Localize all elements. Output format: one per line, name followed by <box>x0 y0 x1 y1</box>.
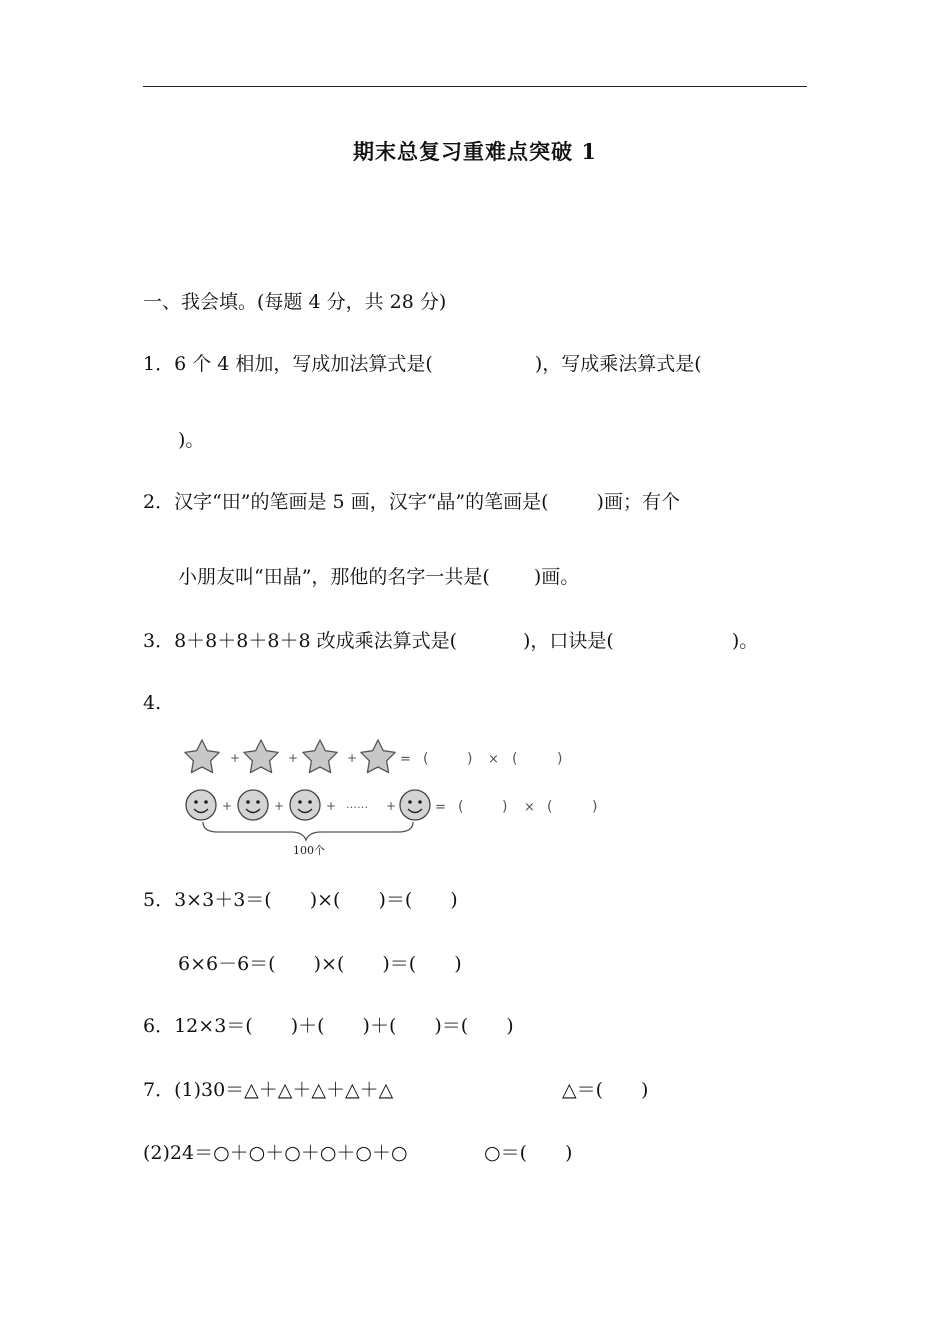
question-text: 12×3＝( <box>174 1015 253 1037</box>
question-7-part-2 <box>143 1139 408 1167</box>
plus-sign: + <box>230 751 241 765</box>
question-text: )＝( <box>434 1015 469 1037</box>
question-text: (2)24＝○＋○＋○＋○＋○＋○ <box>143 1142 408 1164</box>
paren-open: ( <box>458 799 464 815</box>
star-icon <box>244 740 278 773</box>
question-text: 6×6－6＝( <box>178 953 276 975</box>
question-5-line-2 <box>178 950 462 978</box>
question-text: )，口诀是( <box>523 630 614 652</box>
question-7-part-1-answer <box>562 1076 648 1104</box>
times-sign: × <box>524 800 535 815</box>
question-text: )。 <box>731 630 759 652</box>
question-text: 3×3＋3＝( <box>174 889 272 911</box>
plus-sign: + <box>274 799 285 813</box>
plus-sign: + <box>288 751 299 765</box>
paren-open: ( <box>547 799 553 815</box>
question-text: )＋( <box>290 1015 325 1037</box>
smiley-face-icon <box>400 790 430 820</box>
question-text: )画；有个 <box>596 491 680 513</box>
question-text: 汉字“田”的笔画是 5 画，汉字“晶”的笔画是( <box>174 491 549 513</box>
plus-sign: + <box>347 751 358 765</box>
question-text: )×( <box>309 889 341 911</box>
question-text: )画。 <box>533 566 580 588</box>
smiley-face-icon <box>186 790 216 820</box>
question-6 <box>143 1012 514 1040</box>
paren-close: ) <box>557 751 563 767</box>
smiley-face-icon <box>238 790 268 820</box>
question-text: ) <box>454 953 462 975</box>
question-4-figure <box>183 730 603 860</box>
question-4-number: 4. <box>143 692 162 714</box>
question-text: 小朋友叫“田晶”，那他的名字一共是( <box>178 566 490 588</box>
question-3 <box>143 627 758 655</box>
header-rule <box>143 86 807 87</box>
question-number: 5． <box>143 889 175 911</box>
question-text: )，写成乘法算式是( <box>534 353 702 375</box>
question-text: )×( <box>313 953 345 975</box>
question-5-line-1 <box>143 886 458 914</box>
question-text: 6 个 4 相加，写成加法算式是( <box>174 353 433 375</box>
question-text: )＋( <box>362 1015 397 1037</box>
paren-close: ) <box>467 751 473 767</box>
question-text: ) <box>565 1142 573 1164</box>
question-text: △＝( <box>562 1079 604 1101</box>
question-text: ) <box>450 889 458 911</box>
count-label: 100个 <box>293 844 325 857</box>
smiley-face-icon <box>290 790 320 820</box>
paren-close: ) <box>592 799 598 815</box>
paren-close: ) <box>502 799 508 815</box>
paren-open: ( <box>423 751 429 767</box>
question-7-part-2-answer <box>484 1139 572 1167</box>
question-1-line-2 <box>178 426 204 454</box>
section-heading: 一、我会填。(每题 4 分，共 28 分) <box>143 291 447 313</box>
equals-sign: = <box>435 800 446 815</box>
question-7-part-1 <box>143 1076 393 1104</box>
equals-sign: = <box>400 752 411 767</box>
question-text: )。 <box>178 429 205 451</box>
question-2-line-2 <box>178 563 579 591</box>
times-sign: × <box>488 752 499 767</box>
question-text: ) <box>641 1079 649 1101</box>
plus-sign: + <box>386 799 397 813</box>
question-number: 1． <box>143 353 175 375</box>
question-text: )＝( <box>382 953 417 975</box>
question-text: (1)30＝△＋△＋△＋△＋△ <box>174 1079 394 1101</box>
question-number: 6． <box>143 1015 175 1037</box>
plus-sign: + <box>222 799 233 813</box>
question-2-line-1 <box>143 488 680 516</box>
question-text: ) <box>506 1015 514 1037</box>
question-number: 7． <box>143 1079 175 1101</box>
page-title: 期末总复习重难点突破 1 <box>353 139 597 164</box>
star-icon <box>361 740 395 773</box>
question-text: ○＝( <box>484 1142 527 1164</box>
question-number: 2． <box>143 491 175 513</box>
question-text: 8＋8＋8＋8＋8 改成乘法算式是( <box>174 630 457 652</box>
question-text: )＝( <box>378 889 413 911</box>
star-icon <box>303 740 337 773</box>
plus-sign: + <box>326 799 337 813</box>
brace <box>203 822 413 840</box>
question-1-line-1 <box>143 350 702 378</box>
figure-svg <box>183 730 603 860</box>
star-icon <box>185 740 219 773</box>
question-number: 3． <box>143 630 175 652</box>
ellipsis: …… <box>346 798 368 811</box>
paren-open: ( <box>512 751 518 767</box>
